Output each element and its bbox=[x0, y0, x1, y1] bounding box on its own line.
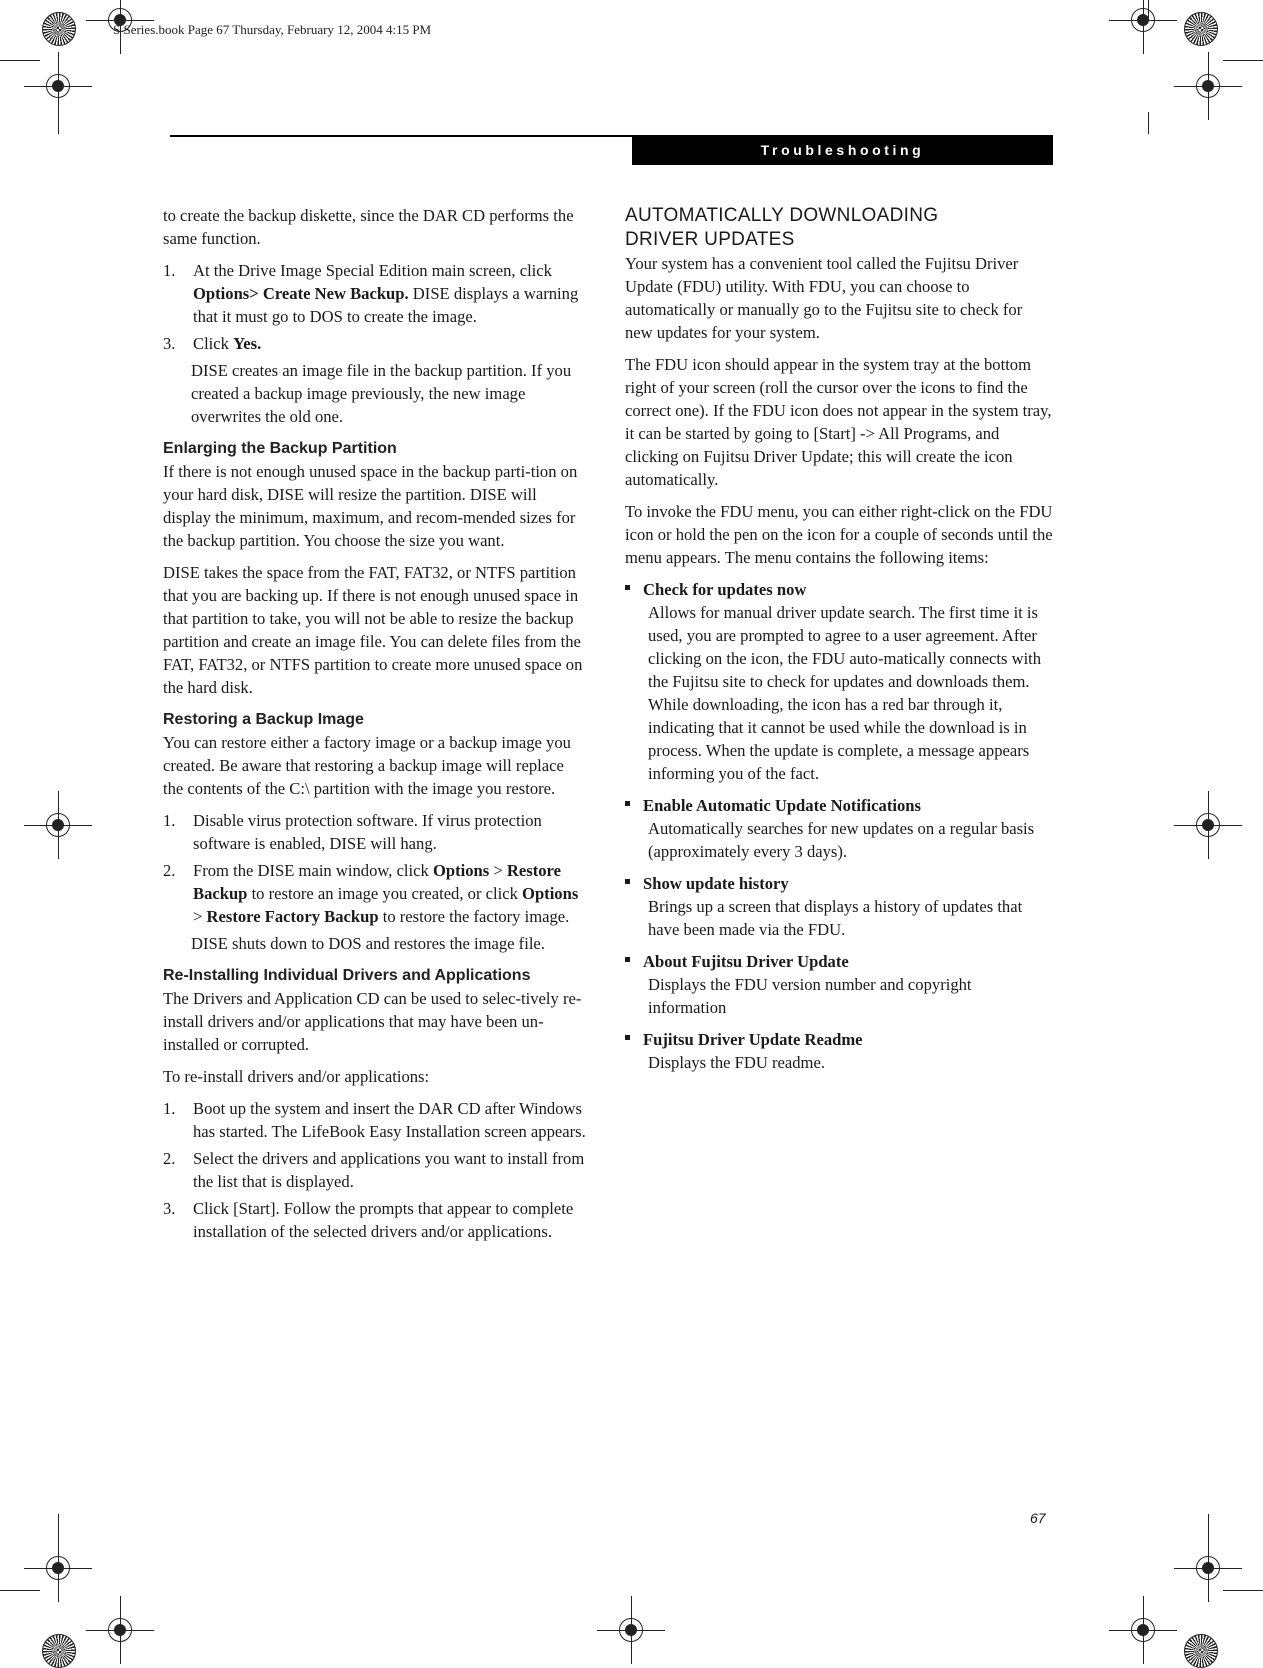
create-backup-steps bbox=[163, 259, 587, 355]
registration-starburst-top-right bbox=[1184, 12, 1218, 46]
header-rule bbox=[170, 135, 632, 137]
bullet-square-icon bbox=[625, 879, 630, 884]
crosshair-mark-bottom-2 bbox=[611, 1610, 651, 1650]
reinstall-steps bbox=[163, 1097, 587, 1243]
reinstall-paragraph-1: The Drivers and Application CD can be used to selec-tively re-install drivers and/or applications that may have been un-installed or corrupted. bbox=[163, 989, 582, 1054]
crosshair-mark-right-mid bbox=[1188, 805, 1228, 845]
crosshair-mark-right-bottom bbox=[1188, 1548, 1228, 1588]
crop-mark bbox=[1148, 112, 1149, 134]
list-item: Show update history Brings up a screen that displays a history of updates that have been made via the FDU. bbox=[625, 872, 1053, 941]
reinstall-paragraph-2: To re-install drivers and/or applications: bbox=[163, 1067, 430, 1086]
registration-starburst-bottom-right bbox=[1184, 1634, 1218, 1668]
fdu-menu-items bbox=[625, 578, 1053, 1074]
heading-restoring: Restoring a Backup Image bbox=[163, 711, 364, 728]
bullet-square-icon bbox=[625, 1035, 630, 1040]
list-item: 1. At the Drive Image Special Edition main screen, click Options> Create New Backup. DISE displays a warning that it must go to DOS to create the image. bbox=[163, 261, 579, 326]
restore-steps bbox=[163, 809, 587, 928]
right-column bbox=[625, 204, 1053, 1083]
crosshair-mark-bottom-3 bbox=[1123, 1610, 1163, 1650]
heading-enlarging: Enlarging the Backup Partition bbox=[163, 440, 397, 457]
crop-mark bbox=[0, 60, 40, 61]
bullet-square-icon bbox=[625, 585, 630, 590]
list-item: Enable Automatic Update Notifications Automatically searches for new updates on a regular basis (approximately every 3 days). bbox=[625, 794, 1053, 863]
crop-mark bbox=[1148, 0, 1149, 20]
crosshair-mark-left-bottom bbox=[38, 1548, 78, 1588]
intro-paragraph: to create the backup diskette, since the DAR CD performs the same function. bbox=[163, 206, 574, 248]
crosshair-mark-left-top bbox=[38, 66, 78, 106]
list-item: 3. Click [Start]. Follow the prompts that appear to complete installation of the selected drivers and/or applications. bbox=[163, 1199, 574, 1241]
enlarging-paragraph-1: If there is not enough unused space in the backup parti-tion on your hard disk, DISE will resize the partition. DISE will display the minimum, maximum, and recom-mended sizes for the backup partition. You choose the size you want. bbox=[163, 462, 578, 550]
crosshair-mark-top-2 bbox=[1123, 0, 1163, 40]
list-item: 3. Click Yes. bbox=[163, 334, 262, 353]
bullet-square-icon bbox=[625, 957, 630, 962]
list-item: Check for updates now Allows for manual driver update search. The first time it is used, you are prompted to agree to a user agreement. After clicking on the icon, the FDU auto-matically connects with the Fujitsu site to check for updates and downloads them. While downloading, the icon has a red bar through it, indicating that it cannot be used while the download is in process. When the update is complete, a message appears informing you of the fact. bbox=[625, 578, 1053, 785]
registration-starburst-bottom-left bbox=[42, 1634, 76, 1668]
crop-mark bbox=[1223, 1590, 1263, 1591]
crop-mark bbox=[1223, 60, 1263, 61]
registration-starburst-top-left bbox=[42, 12, 76, 46]
page-number: 67 bbox=[1030, 1510, 1046, 1526]
heading-reinstall: Re-Installing Individual Drivers and Applications bbox=[163, 967, 531, 984]
section-header: Troubleshooting bbox=[632, 135, 1053, 165]
crosshair-mark-left-mid bbox=[38, 805, 78, 845]
list-item: 2. From the DISE main window, click Options > Restore Backup to restore an image you created, or click Options > Restore Factory Backup to restore the factory image. bbox=[163, 861, 579, 926]
create-result: DISE creates an image file in the backup partition. If you created a backup image previously, the new image overwrites the old one. bbox=[191, 361, 572, 426]
list-item: About Fujitsu Driver Update Displays the FDU version number and copyright information bbox=[625, 950, 1053, 1019]
fdu-paragraph-2: The FDU icon should appear in the system tray at the bottom right of your screen (roll the cursor over the icons to find the correct one). If the FDU icon does not appear in the system tray, it can be started by going to [Start] -> All Programs, and clicking on Fujitsu Driver Update; this will create the icon automatically. bbox=[625, 355, 1052, 489]
list-item: 2. Select the drivers and applications you want to install from the list that is displayed. bbox=[163, 1149, 585, 1191]
enlarging-paragraph-2: DISE takes the space from the FAT, FAT32, or NTFS partition that you are backing up. If there is not enough unused space in that partition to take, you will not be able to resize the backup partition and create an image file. You can delete files from the FAT, FAT32, or NTFS partition to create more unused space on the hard disk. bbox=[163, 563, 583, 697]
fdu-paragraph-1: Your system has a convenient tool called the Fujitsu Driver Update (FDU) utility. With FDU, you can choose to automatically or manually go to the Fujitsu site to check for new updates for your system. bbox=[625, 254, 1023, 342]
crosshair-mark-bottom-1 bbox=[100, 1610, 140, 1650]
crop-mark bbox=[58, 112, 59, 134]
list-item: Fujitsu Driver Update Readme Displays the FDU readme. bbox=[625, 1028, 1053, 1074]
restoring-paragraph: You can restore either a factory image or a backup image you created. Be aware that restoring a backup image will replace the contents of the C:\ partition with the image you restore. bbox=[163, 733, 571, 798]
list-item: 1. Disable virus protection software. If virus protection software is enabled, DISE will hang. bbox=[163, 811, 542, 853]
section-heading: AUTOMATICALLY DOWNLOADING DRIVER UPDATES bbox=[625, 205, 939, 250]
fdu-paragraph-3: To invoke the FDU menu, you can either right-click on the FDU icon or hold the pen on the icon for a couple of seconds until the menu appears. The menu contains the following items: bbox=[625, 502, 1053, 567]
bullet-square-icon bbox=[625, 801, 630, 806]
crop-mark bbox=[1208, 1514, 1209, 1544]
print-slug: S Series.book Page 67 Thursday, February 12, 2004 4:15 PM bbox=[113, 22, 432, 37]
list-item: 1. Boot up the system and insert the DAR CD after Windows has started. The LifeBook Easy Installation screen appears. bbox=[163, 1099, 586, 1141]
crop-mark bbox=[58, 1514, 59, 1544]
left-column bbox=[163, 204, 587, 1247]
crop-mark bbox=[0, 1590, 40, 1591]
crosshair-mark-right-top bbox=[1188, 66, 1228, 106]
restore-result: DISE shuts down to DOS and restores the image file. bbox=[191, 934, 545, 953]
